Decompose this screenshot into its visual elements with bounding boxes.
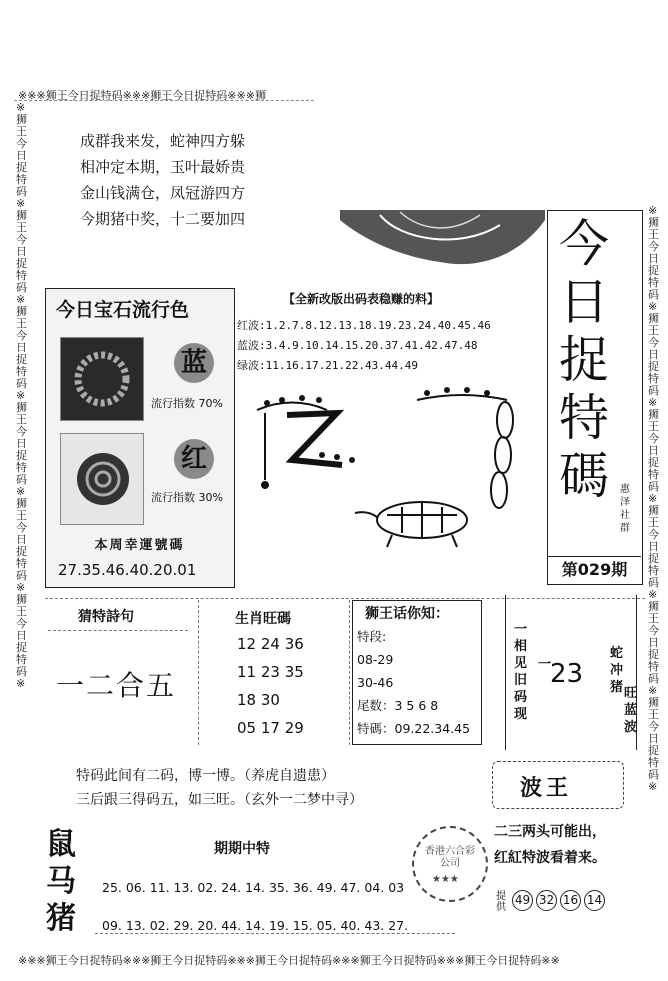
- lion-line: 特段:: [357, 629, 387, 644]
- bracelet-image: [60, 337, 144, 421]
- title-char: 日: [559, 273, 609, 331]
- title-char: 特: [559, 389, 609, 447]
- pig-poem-box: [48, 600, 188, 745]
- title-side-note: 惠泽社群: [620, 484, 630, 534]
- pig-poem-text: 一二合五: [56, 669, 177, 702]
- poem-line: 今期猪中奖，十二要加四: [80, 210, 246, 228]
- ring-image: [60, 433, 144, 525]
- number-ball: 49: [512, 890, 533, 911]
- wave-heading: 【全新改版出码表稳赚的料】: [283, 292, 440, 306]
- number-ball: 32: [536, 890, 557, 911]
- number-ball: 16: [560, 890, 581, 911]
- title-chars: [554, 215, 614, 505]
- company-seal: [412, 826, 488, 902]
- zodiac-row: 12 24 36: [237, 635, 304, 653]
- riddle-col-right1: 蛇冲猪: [610, 646, 624, 695]
- title-box: [547, 210, 643, 585]
- blue-wave: 蓝波:3.4.9.10.14.15.20.37.41.42.47.48: [237, 339, 478, 352]
- title-char: 碼: [559, 447, 609, 505]
- red-wave: 红波:1.2.7.8.12.13.18.19.23.24.40.45.46: [237, 319, 491, 332]
- wave-panel: [237, 290, 542, 590]
- pig-poem-heading: 猜特詩句: [78, 609, 134, 625]
- lion-line: 特碼：09.22.34.45: [357, 721, 471, 736]
- seal-text: 香港六合彩公司: [425, 846, 475, 869]
- green-wave: 绿波:11.16.17.21.22.43.44.49: [237, 359, 418, 372]
- lion-line: 08-29: [357, 652, 394, 667]
- zodiac-row: 05 17 29: [237, 719, 304, 737]
- ball-row: [512, 889, 608, 911]
- poem-line: 金山钱满仓，凤冠游四方: [80, 184, 246, 202]
- gem-box: [45, 288, 235, 588]
- color2-badge: 红: [174, 439, 214, 479]
- lion-line: 尾数：3 5 6 8: [357, 698, 439, 713]
- riddle-number: 23: [550, 659, 584, 689]
- hint-line: 特码此间有二码，博一博。（养虎自遗患）: [76, 768, 335, 784]
- period-row: 09. 13. 02. 29. 20. 44. 14. 19. 15. 05. 40. 43. 27.: [102, 918, 409, 933]
- lion-says-box: [352, 600, 482, 745]
- zodiac-heading: 生肖旺碼: [235, 611, 291, 627]
- seal-stars: ★★★: [432, 874, 459, 885]
- period-heading: 期期中特: [214, 841, 270, 857]
- riddle-drawing: [247, 385, 537, 590]
- right-border-text: ※狮王今日捉特码※狮王今日捉特码※狮王今日捉特码※狮王今日捉特码※狮王今日捉特码※狮王今日捉特码※: [648, 205, 659, 793]
- riddle-col-left2: 一: [538, 657, 552, 672]
- title-char: 今: [559, 215, 609, 273]
- hint-line: 三后跟三得码五，如三旺。（玄外一二梦中寻）: [76, 792, 363, 808]
- period-rule: [95, 933, 455, 934]
- number-ball: 14: [584, 890, 605, 911]
- zodiac-box: [198, 600, 350, 745]
- poem-line: 相冲定本期，玉叶最娇贵: [80, 158, 246, 176]
- color2-index: 流行指数 30%: [151, 491, 223, 504]
- wave-king-line: 红紅特波看着来。: [494, 850, 606, 866]
- provide-label: 提供: [496, 891, 506, 913]
- lion-says-heading: 狮王话你知：: [365, 606, 449, 622]
- wave-king-heading: 波王: [520, 775, 573, 801]
- riddle-col-right2: 旺蓝波: [624, 686, 638, 735]
- title-char: 捉: [559, 331, 609, 389]
- wave-king-text: [494, 819, 606, 871]
- gem-heading: 今日宝石流行色: [56, 299, 190, 321]
- top-border-text: ※※※狮王今日捉特码※※※狮王今日捉特码※※※狮: [18, 89, 266, 102]
- left-border-text: ※狮王今日捉特码※狮王今日捉特码※狮王今日捉特码※狮王今日捉特码※狮王今日捉特码※狮王今日捉特码※: [16, 102, 27, 690]
- period-row: 25. 06. 11. 13. 02. 24. 14. 35. 36. 49. 47. 04. 03: [102, 880, 405, 895]
- flower-illustration: [340, 210, 545, 270]
- animals-text: 鼠马猪: [46, 827, 76, 936]
- zodiac-row: 11 23 35: [237, 663, 304, 681]
- issue-number: 第029期: [548, 556, 641, 583]
- color1-index: 流行指数 70%: [151, 397, 223, 410]
- wave-king-line: 二三两头可能出，: [494, 824, 606, 840]
- top-divider: [14, 100, 314, 101]
- pig-poem-rule: [48, 630, 188, 631]
- hints-block: [76, 764, 363, 812]
- lucky-numbers: 27.35.46.40.20.01: [58, 561, 197, 579]
- poem-line: 成群我来发，蛇神四方躲: [80, 132, 246, 150]
- wave-king-box: [482, 755, 632, 915]
- lion-line: 30-46: [357, 675, 394, 690]
- riddle-box: [505, 595, 637, 750]
- riddle-col-left: 一相见旧码现: [514, 622, 528, 722]
- bottom-border-text: ※※※狮王今日捉特码※※※狮王今日捉特码※※※狮王今日捉特码※※※狮王今日捉特码※※※狮王今日捉特码※※: [18, 954, 560, 967]
- zodiac-row: 18 30: [237, 691, 280, 709]
- lucky-label: 本周幸運號碼: [94, 538, 185, 553]
- lion-says-lines: [357, 625, 470, 740]
- zodiac-rows: [237, 630, 304, 742]
- poem-block: [80, 128, 245, 232]
- color1-badge: 蓝: [174, 343, 214, 383]
